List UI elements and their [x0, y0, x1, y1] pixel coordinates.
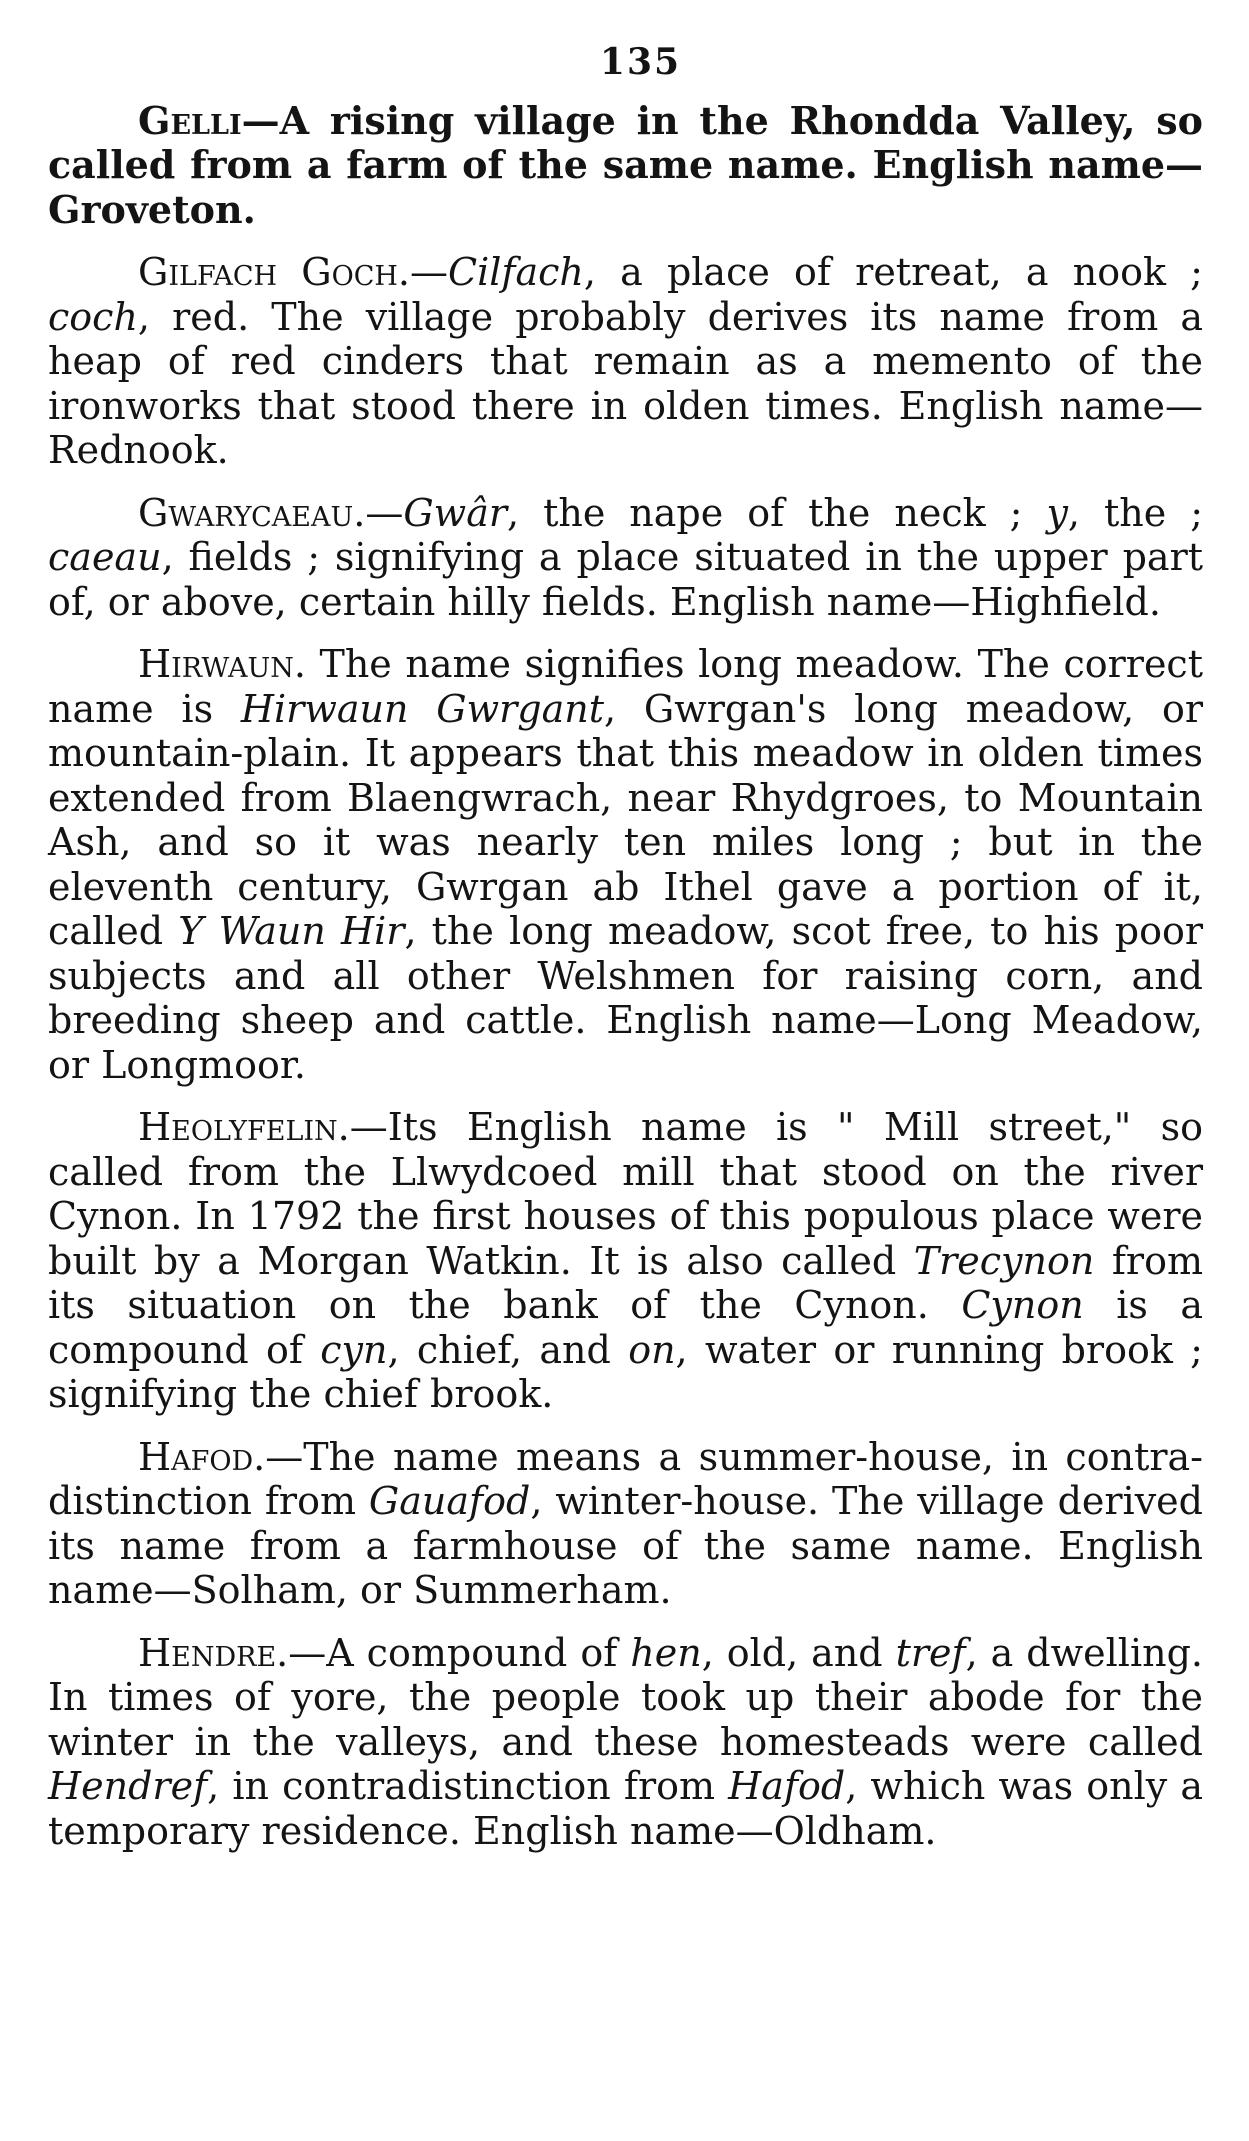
welsh-word: Hirwaun Gwrgant — [240, 686, 605, 731]
entry-term: Gelli — [138, 97, 242, 143]
entry-hendre — [48, 1631, 1203, 1854]
welsh-word: tref — [895, 1630, 966, 1675]
entry-term: Gwarycaeau. — [138, 490, 366, 535]
welsh-word: hen — [630, 1630, 702, 1675]
entry-term: Gilfach Goch. — [138, 250, 410, 294]
entry-hirwaun — [48, 642, 1203, 1087]
entry-text: —A rising village in the Rhondda Valley, so called from a farm of the same name. English name—Groveton. — [48, 97, 1203, 232]
entry-gilfach-goch — [48, 250, 1203, 473]
welsh-word: coch — [48, 294, 138, 339]
welsh-word: caeau — [48, 535, 162, 579]
entry-text: —Its English name is " Mill street," so called from the Llwydcoed mill that stood on the river Cynon. In 1792 the first houses of this populous place were built by a Morgan Watkin. It is also called — [48, 1105, 1203, 1283]
entry-text: , a dwelling. In times of yore, the people took up their abode for the winter in the valleys, and these homesteads were called — [48, 1630, 1203, 1764]
welsh-word: Gauafod — [368, 1479, 531, 1523]
welsh-word: on — [628, 1327, 676, 1372]
entry-text: —A compound of — [288, 1630, 631, 1675]
entry-text: , in contradistinction from — [207, 1764, 729, 1808]
entry-text: , Gwrgan's long meadow, or mountain-plain. It appears that this meadow in olden times extended from Blaengwrach, near Rhydgroes, to Mountain Ash, and so it was nearly ten miles long ; but in the eleventh century, Gwrgan ab Ithel gave a portion of it, called — [48, 686, 1204, 953]
entry-text: , chief, and — [387, 1327, 629, 1372]
entry-text: , the ; — [1067, 490, 1203, 535]
document-page — [48, 40, 1203, 1871]
entry-hafod — [48, 1435, 1203, 1613]
entry-term: Hendre. — [138, 1630, 289, 1675]
entry-text: —The name means a summer-house, in contra-distinction from — [48, 1434, 1203, 1523]
welsh-word: cyn — [320, 1327, 388, 1372]
entry-text: , a place of retreat, a nook ; — [583, 250, 1203, 294]
welsh-word: Gwâr — [403, 490, 508, 535]
entry-term: Heolyfelin. — [138, 1105, 350, 1149]
welsh-word: Hendref — [48, 1764, 208, 1808]
entry-text: , fields ; signifying a place situated in the upper part of, or above, certain hilly fields. English name—Highfield. — [48, 535, 1203, 624]
welsh-word: Cilfach — [448, 250, 584, 294]
welsh-word: Trecynon — [913, 1238, 1095, 1283]
entry-heolyfelin — [48, 1105, 1203, 1417]
entry-text: , old, and — [701, 1630, 896, 1675]
welsh-word: Y Waun Hir — [178, 909, 405, 953]
welsh-word: y — [1046, 490, 1068, 535]
entry-text: , the long meadow, scot free, to his poor subjects and all other Welshmen for raising corn, and breeding sheep and cattle. English name—Long Meadow, or Longmoor. — [48, 909, 1204, 1087]
entry-gelli — [48, 99, 1203, 233]
entry-text: , water or running brook ; signifying the chief brook. — [48, 1327, 1203, 1416]
entry-term: Hafod. — [138, 1434, 266, 1479]
entry-text: , winter-house. The village derived its name from a farmhouse of the same name. English name—Solham, or Summerham. — [48, 1479, 1203, 1612]
entry-text: The name signifies long meadow. The correct name is — [48, 642, 1203, 731]
entry-text: , the nape of the neck ; — [507, 490, 1047, 535]
welsh-word: Cynon — [961, 1283, 1084, 1327]
entry-text: from its situation on the bank of the Cynon. — [48, 1238, 1203, 1327]
entry-text: — — [365, 490, 404, 535]
page-number: 135 — [599, 41, 682, 83]
welsh-word: Hafod — [728, 1764, 846, 1808]
entry-text: is a compound of — [48, 1283, 1204, 1372]
entry-text: , which was only a temporary residence. English name—Oldham. — [48, 1764, 1203, 1853]
entry-text: , red. The village probably derives its name from a heap of red cinders that remain as a memento of the ironworks that stood there in olden times. English name—Rednook. — [48, 294, 1203, 472]
entry-text: — — [410, 250, 448, 294]
entry-gwarycaeau — [48, 491, 1203, 625]
entry-term: Hirwaun. — [138, 642, 306, 686]
